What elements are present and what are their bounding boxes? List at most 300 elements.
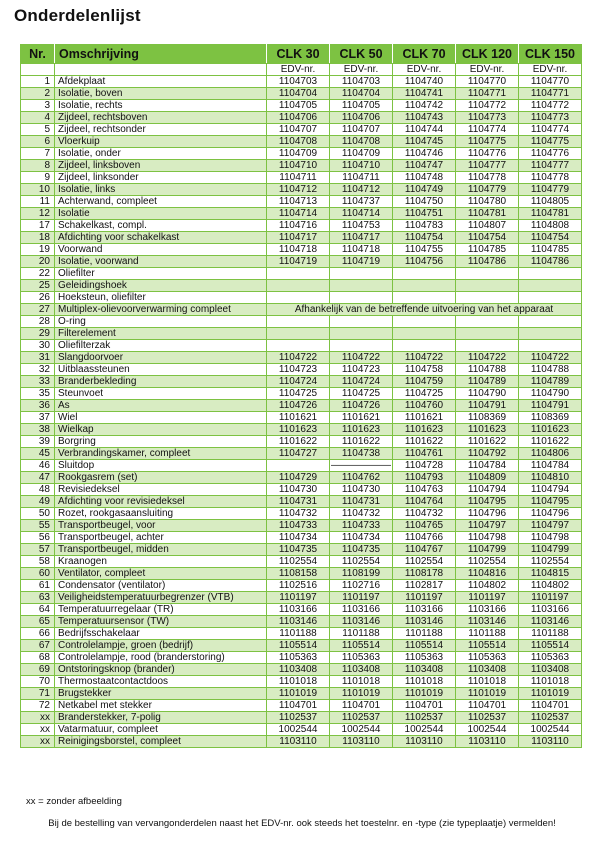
table-row (21, 688, 582, 700)
edv-number: 1104703 (267, 76, 330, 88)
table-row (21, 568, 582, 580)
table-row (21, 340, 582, 352)
edv-number: 1104714 (330, 208, 393, 220)
edv-number: 1104781 (519, 208, 582, 220)
edv-number: 1104778 (456, 172, 519, 184)
part-number: 45 (21, 448, 55, 460)
edv-number: 1104773 (456, 112, 519, 124)
part-description: Isolatie (55, 208, 267, 220)
table-row (21, 400, 582, 412)
part-number: 33 (21, 376, 55, 388)
edv-number: 1002544 (330, 724, 393, 736)
table-row (21, 304, 582, 316)
edv-number: 1105363 (330, 652, 393, 664)
edv-number: 1104734 (267, 532, 330, 544)
edv-number: 1101622 (330, 436, 393, 448)
edv-number: 1101018 (330, 676, 393, 688)
edv-number: 1102537 (330, 712, 393, 724)
table-row (21, 424, 582, 436)
edv-number: 1104798 (456, 532, 519, 544)
edv-number: 1104776 (519, 148, 582, 160)
edv-number: 1104722 (393, 352, 456, 364)
part-number: 7 (21, 148, 55, 160)
part-description: Temperatuurregelaar (TR) (55, 604, 267, 616)
edv-number: 1104772 (456, 100, 519, 112)
part-description: Wielkap (55, 424, 267, 436)
part-description: Steunvoet (55, 388, 267, 400)
part-number: 9 (21, 172, 55, 184)
edv-number: 1104714 (267, 208, 330, 220)
edv-number (267, 292, 330, 304)
edv-number (456, 268, 519, 280)
edv-number: 1002544 (456, 724, 519, 736)
edv-number: 1104728 (393, 460, 456, 472)
part-number: 32 (21, 364, 55, 376)
part-description: Isolatie, rechts (55, 100, 267, 112)
edv-number: 1104733 (267, 520, 330, 532)
edv-number: 1104763 (393, 484, 456, 496)
part-number: xx (21, 724, 55, 736)
edv-number (267, 268, 330, 280)
edv-label: EDV-nr. (456, 64, 519, 76)
edv-number: 1104793 (393, 472, 456, 484)
edv-number: 1103146 (393, 616, 456, 628)
table-row (21, 388, 582, 400)
edv-number: 1104774 (456, 124, 519, 136)
edv-number: 1104701 (393, 700, 456, 712)
edv-number (519, 280, 582, 292)
part-description: Afdichting voor schakelkast (55, 232, 267, 244)
part-description: Veiligheidstemperatuurbegrenzer (VTB) (55, 592, 267, 604)
part-number: 70 (21, 676, 55, 688)
part-description: Temperatuursensor (TW) (55, 616, 267, 628)
edv-number (267, 328, 330, 340)
part-number: 22 (21, 268, 55, 280)
edv-number (330, 328, 393, 340)
edv-number: 1104810 (519, 472, 582, 484)
edv-number: 1101623 (519, 424, 582, 436)
edv-number: 1104716 (267, 220, 330, 232)
edv-number: 1104724 (267, 376, 330, 388)
edv-number: 1104766 (393, 532, 456, 544)
footnote: xx = zonder afbeelding (26, 796, 122, 807)
edv-number: 1104725 (267, 388, 330, 400)
part-number: 36 (21, 400, 55, 412)
part-description: Rookgasrem (set) (55, 472, 267, 484)
edv-number: 1104791 (519, 400, 582, 412)
edv-number: 1104788 (519, 364, 582, 376)
edv-number (330, 292, 393, 304)
edv-number: 1103408 (267, 664, 330, 676)
edv-number: 1101197 (330, 592, 393, 604)
part-number: 61 (21, 580, 55, 592)
edv-number (456, 280, 519, 292)
edv-number: 1104760 (393, 400, 456, 412)
part-number: 6 (21, 136, 55, 148)
edv-number: 1104749 (393, 184, 456, 196)
part-description: Wiel (55, 412, 267, 424)
part-number: xx (21, 712, 55, 724)
table-row (21, 496, 582, 508)
edv-number: 1101018 (393, 676, 456, 688)
edv-number: 1104724 (330, 376, 393, 388)
header-clk50: CLK 50 (330, 45, 393, 64)
edv-number: 1104796 (519, 508, 582, 520)
edv-number: 1104743 (393, 112, 456, 124)
edv-number: 1108178 (393, 568, 456, 580)
edv-number: 1101622 (456, 436, 519, 448)
table-row (21, 172, 582, 184)
table-row (21, 364, 582, 376)
part-description: Transportbeugel, midden (55, 544, 267, 556)
edv-number (330, 340, 393, 352)
footer-note: Bij de bestelling van vervangonderdelen naast het EDV-nr. ook steeds het toestelnr. en -type (zie typeplaatje) vermelden! (48, 818, 556, 829)
edv-number: 1104707 (267, 124, 330, 136)
edv-number: 1103166 (519, 604, 582, 616)
edv-number: 1104759 (393, 376, 456, 388)
part-description: Rozet, rookgasaansluiting (55, 508, 267, 520)
edv-number: 1104735 (267, 544, 330, 556)
edv-number (519, 340, 582, 352)
edv-number: 1101018 (519, 676, 582, 688)
edv-number: 1102554 (393, 556, 456, 568)
edv-number: 1101623 (330, 424, 393, 436)
edv-number: 1101621 (393, 412, 456, 424)
edv-number: 1104719 (330, 256, 393, 268)
table-row (21, 112, 582, 124)
edv-number: 1101622 (267, 436, 330, 448)
part-number: 58 (21, 556, 55, 568)
edv-number: 1105514 (393, 640, 456, 652)
edv-number: 1102537 (267, 712, 330, 724)
table-row (21, 640, 582, 652)
part-description: Transportbeugel, voor (55, 520, 267, 532)
part-number: 11 (21, 196, 55, 208)
edv-number: 1104807 (456, 220, 519, 232)
edv-number: 1103110 (330, 736, 393, 748)
edv-number: 1104778 (519, 172, 582, 184)
edv-number: 1104771 (456, 88, 519, 100)
edv-number: 1104794 (519, 484, 582, 496)
edv-number: 1104762 (330, 472, 393, 484)
edv-number: 1104732 (267, 508, 330, 520)
edv-number: 1104765 (393, 520, 456, 532)
edv-number: —————— (331, 460, 391, 471)
edv-number: 1101197 (519, 592, 582, 604)
edv-number: 1104790 (456, 388, 519, 400)
variant-notice: Afhankelijk van de betreffende uitvoering van het apparaat (267, 304, 582, 316)
header-clk30: CLK 30 (267, 45, 330, 64)
edv-number: 1105514 (519, 640, 582, 652)
edv-number: 1102716 (330, 580, 393, 592)
table-row (21, 280, 582, 292)
part-description: Oliefilter (55, 268, 267, 280)
edv-number: 1104754 (519, 232, 582, 244)
header-clk150: CLK 150 (519, 45, 582, 64)
edv-number (456, 340, 519, 352)
table-row (21, 256, 582, 268)
part-number: 68 (21, 652, 55, 664)
edv-number: 1104815 (519, 568, 582, 580)
part-description: Condensator (ventilator) (55, 580, 267, 592)
part-number: 1 (21, 76, 55, 88)
edv-number: 1101197 (456, 592, 519, 604)
part-description: Afdekplaat (55, 76, 267, 88)
parts-table (20, 44, 582, 748)
edv-number: 1105363 (519, 652, 582, 664)
edv-number: 1104770 (456, 76, 519, 88)
part-description: Controlelampje, rood (branderstoring) (55, 652, 267, 664)
edv-number: 1104718 (330, 244, 393, 256)
edv-number: 1102537 (456, 712, 519, 724)
part-description: Verbrandingskamer, compleet (55, 448, 267, 460)
edv-number: 1103146 (456, 616, 519, 628)
edv-number: 1104773 (519, 112, 582, 124)
edv-number: 1104722 (330, 352, 393, 364)
edv-number: 1104751 (393, 208, 456, 220)
edv-number: 1101019 (267, 688, 330, 700)
edv-number: 1101623 (456, 424, 519, 436)
edv-number: 1104701 (519, 700, 582, 712)
edv-number: 1104709 (267, 148, 330, 160)
edv-number: 1104789 (456, 376, 519, 388)
edv-number: 1104725 (393, 388, 456, 400)
edv-number: 1101623 (393, 424, 456, 436)
edv-number: 1102554 (330, 556, 393, 568)
part-number: 66 (21, 628, 55, 640)
edv-number: 1101018 (267, 676, 330, 688)
part-number: 50 (21, 508, 55, 520)
edv-number: 1104785 (456, 244, 519, 256)
edv-number: 1104745 (393, 136, 456, 148)
table-row (21, 532, 582, 544)
part-number: 67 (21, 640, 55, 652)
edv-number: 1104731 (330, 496, 393, 508)
part-description: Sluitdop (55, 460, 267, 472)
edv-number: 1104791 (456, 400, 519, 412)
edv-number: 1103408 (393, 664, 456, 676)
edv-number (519, 316, 582, 328)
part-number: 46 (21, 460, 55, 472)
edv-number (393, 280, 456, 292)
edv-number: 1104771 (519, 88, 582, 100)
edv-label: EDV-nr. (393, 64, 456, 76)
edv-number (267, 340, 330, 352)
edv-number: 1101019 (330, 688, 393, 700)
edv-number: 1108199 (330, 568, 393, 580)
edv-number (393, 328, 456, 340)
edv-number (330, 268, 393, 280)
edv-number: 1104731 (267, 496, 330, 508)
edv-number: 1104795 (456, 496, 519, 508)
part-number: 4 (21, 112, 55, 124)
edv-number: 1104784 (519, 460, 582, 472)
part-number: 2 (21, 88, 55, 100)
edv-number (519, 292, 582, 304)
edv-number: 1104754 (456, 232, 519, 244)
edv-number: 1104805 (519, 196, 582, 208)
edv-number: 1002544 (393, 724, 456, 736)
edv-number: 1104795 (519, 496, 582, 508)
table-row (21, 220, 582, 232)
edv-number: 1103408 (456, 664, 519, 676)
edv-number: 1104706 (330, 112, 393, 124)
table-row (21, 316, 582, 328)
table-row (21, 232, 582, 244)
edv-number: 1104786 (519, 256, 582, 268)
edv-number: 1104789 (519, 376, 582, 388)
edv-number: 1104808 (519, 220, 582, 232)
edv-label: EDV-nr. (519, 64, 582, 76)
edv-number: 1101019 (393, 688, 456, 700)
edv-number: 1104777 (519, 160, 582, 172)
part-description: Voorwand (55, 244, 267, 256)
edv-number: 1104799 (519, 544, 582, 556)
edv-number: 1104719 (267, 256, 330, 268)
part-number: 8 (21, 160, 55, 172)
edv-number: 1101188 (330, 628, 393, 640)
edv-number: 1104756 (393, 256, 456, 268)
table-row (21, 448, 582, 460)
edv-number: 1101188 (456, 628, 519, 640)
edv-number: 1104701 (267, 700, 330, 712)
edv-number: 1104788 (456, 364, 519, 376)
edv-number: 1101019 (456, 688, 519, 700)
edv-number: 1101622 (519, 436, 582, 448)
part-number: 39 (21, 436, 55, 448)
edv-number: 1104733 (330, 520, 393, 532)
edv-number: 1104726 (330, 400, 393, 412)
edv-number: 1104740 (393, 76, 456, 88)
part-description: Vatarmatuur, compleet (55, 724, 267, 736)
table-row (21, 628, 582, 640)
edv-number: 1101622 (393, 436, 456, 448)
edv-number: 1104712 (267, 184, 330, 196)
part-number: 27 (21, 304, 55, 316)
edv-number: 1101621 (330, 412, 393, 424)
part-description: Oliefilterzak (55, 340, 267, 352)
edv-number: 1104725 (330, 388, 393, 400)
edv-number: 1104748 (393, 172, 456, 184)
part-description: Isolatie, links (55, 184, 267, 196)
edv-number: 1104704 (267, 88, 330, 100)
edv-number: 1104797 (519, 520, 582, 532)
edv-number: 1108369 (519, 412, 582, 424)
edv-number: 1104779 (519, 184, 582, 196)
edv-number: 1104802 (456, 580, 519, 592)
edv-number: 1104705 (330, 100, 393, 112)
part-description: Controlelampje, groen (bedrijf) (55, 640, 267, 652)
part-number: 17 (21, 220, 55, 232)
edv-number: 1002544 (267, 724, 330, 736)
edv-number: 1102537 (519, 712, 582, 724)
part-description: Uitblaassteunen (55, 364, 267, 376)
table-row (21, 472, 582, 484)
edv-number: 1103110 (267, 736, 330, 748)
edv-number: 1104741 (393, 88, 456, 100)
part-number: 18 (21, 232, 55, 244)
edv-number: 1104737 (330, 196, 393, 208)
part-number: 29 (21, 328, 55, 340)
part-description: Zijdeel, rechtsboven (55, 112, 267, 124)
edv-label: EDV-nr. (267, 64, 330, 76)
edv-number: 1104761 (393, 448, 456, 460)
edv-number: 1104738 (330, 448, 393, 460)
edv-number: 1104785 (519, 244, 582, 256)
header-description: Omschrijving (55, 45, 267, 64)
table-row (21, 184, 582, 196)
part-description: Schakelkast, compl. (55, 220, 267, 232)
edv-number: 1104750 (393, 196, 456, 208)
edv-number: 1104794 (456, 484, 519, 496)
part-description: Zijdeel, rechtsonder (55, 124, 267, 136)
table-row (21, 88, 582, 100)
edv-number (519, 328, 582, 340)
edv-number: 1104717 (267, 232, 330, 244)
edv-number: 1104790 (519, 388, 582, 400)
table-row (21, 508, 582, 520)
edv-number: 1104780 (456, 196, 519, 208)
edv-number: 1102516 (267, 580, 330, 592)
table-row (21, 460, 582, 472)
part-number: 35 (21, 388, 55, 400)
edv-number: 1101197 (267, 592, 330, 604)
part-number: 72 (21, 700, 55, 712)
edv-number (267, 316, 330, 328)
table-row (21, 148, 582, 160)
part-description: Transportbeugel, achter (55, 532, 267, 544)
header-clk120: CLK 120 (456, 45, 519, 64)
edv-number (456, 328, 519, 340)
table-row (21, 412, 582, 424)
edv-number: 1104732 (330, 508, 393, 520)
edv-number: 1104753 (330, 220, 393, 232)
edv-number: 1104816 (456, 568, 519, 580)
edv-number: 1104786 (456, 256, 519, 268)
edv-number: 1104709 (330, 148, 393, 160)
edv-number: 1104713 (267, 196, 330, 208)
part-description: Afdichting voor revisiedeksel (55, 496, 267, 508)
part-number: 64 (21, 604, 55, 616)
part-description: Isolatie, onder (55, 148, 267, 160)
edv-number: 1104701 (456, 700, 519, 712)
part-description: Zijdeel, linksboven (55, 160, 267, 172)
part-description: Ventilator, compleet (55, 568, 267, 580)
table-row (21, 664, 582, 676)
part-number: 20 (21, 256, 55, 268)
table-row (21, 676, 582, 688)
table-row (21, 712, 582, 724)
part-number: 30 (21, 340, 55, 352)
edv-number: 1104722 (267, 352, 330, 364)
part-description: Ontstoringsknop (brander) (55, 664, 267, 676)
edv-number: 1105514 (267, 640, 330, 652)
part-number: 55 (21, 520, 55, 532)
table-row (21, 136, 582, 148)
part-number: 69 (21, 664, 55, 676)
part-number: 28 (21, 316, 55, 328)
edv-number: 1103110 (393, 736, 456, 748)
edv-number: 1104701 (330, 700, 393, 712)
edv-number: 1104777 (456, 160, 519, 172)
part-number: 60 (21, 568, 55, 580)
edv-number: 1103110 (519, 736, 582, 748)
header-clk70: CLK 70 (393, 45, 456, 64)
edv-number: 1103408 (330, 664, 393, 676)
part-number: xx (21, 736, 55, 748)
edv-number: 1104775 (519, 136, 582, 148)
part-description: Branderstekker, 7-polig (55, 712, 267, 724)
